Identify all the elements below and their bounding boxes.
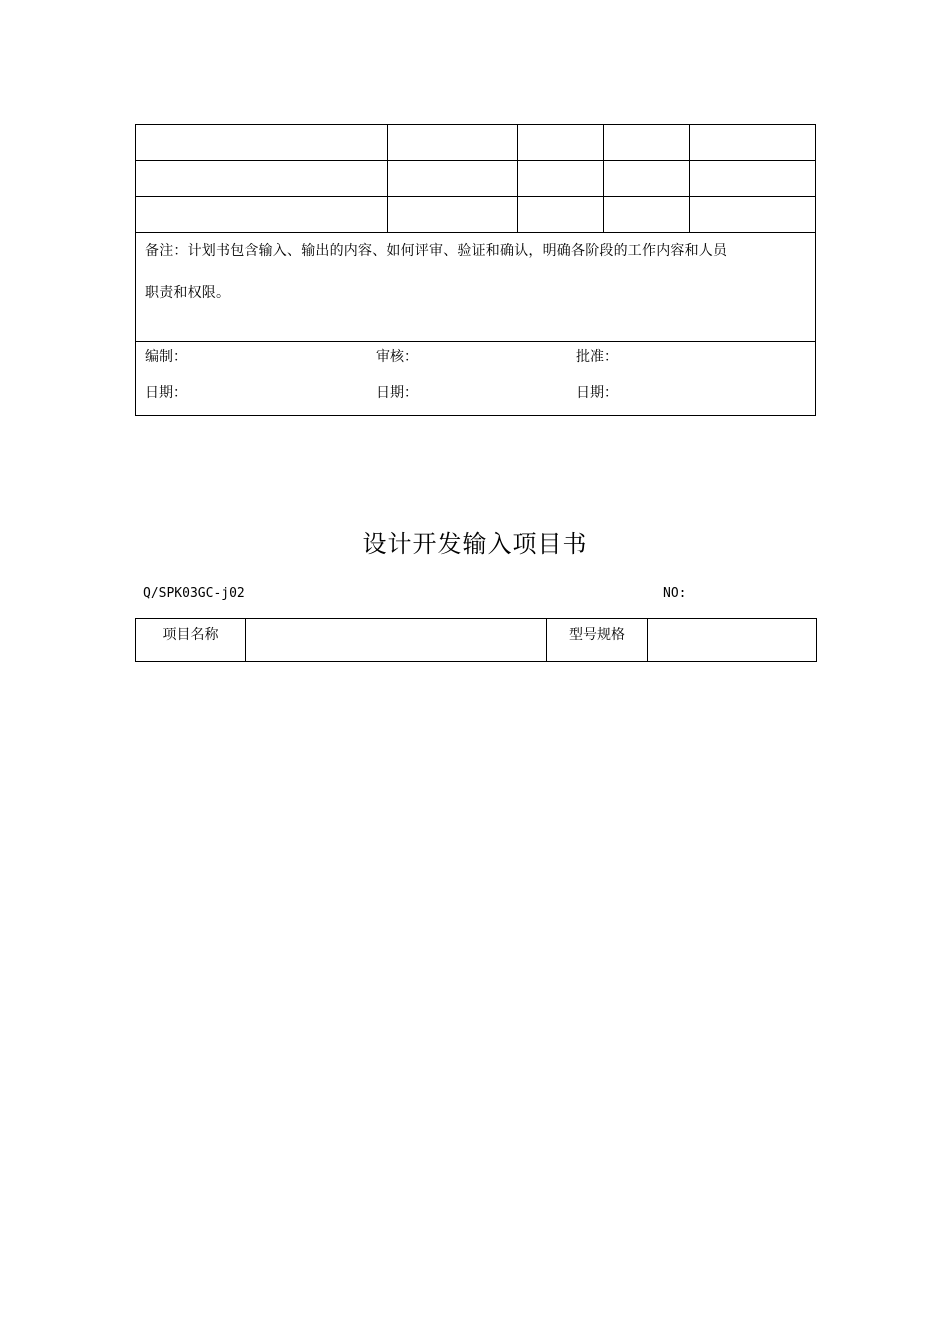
signoff-box: [135, 341, 816, 416]
reviewed-date-label: 日期：: [376, 385, 418, 401]
table-row: [136, 619, 817, 662]
approved-by-label: 批准：: [576, 349, 618, 365]
table-cell[interactable]: [136, 161, 388, 197]
remarks-line: 备注：计划书包含输入、输出的内容、如何评审、验证和确认，明确各阶段的工作内容和人员: [145, 243, 728, 259]
model-spec-field[interactable]: [648, 619, 817, 662]
document-code: Q/SPK03GC-j02: [143, 586, 245, 601]
table-cell[interactable]: [388, 161, 517, 197]
table-cell[interactable]: [517, 161, 603, 197]
table-cell[interactable]: [603, 161, 689, 197]
document-number-label: NO:: [663, 586, 687, 601]
project-name-field[interactable]: [246, 619, 547, 662]
table-cell[interactable]: [388, 125, 517, 161]
prepared-date-label: 日期：: [145, 385, 187, 401]
reviewed-by-label: 审核：: [376, 349, 418, 365]
model-spec-label: 型号规格: [547, 619, 648, 662]
prepared-by-label: 编制：: [145, 349, 187, 365]
project-name-label: 项目名称: [136, 619, 246, 662]
remarks-text: [145, 230, 810, 314]
table-row: [136, 161, 816, 197]
table-row: [136, 125, 816, 161]
project-info-table: [135, 618, 817, 662]
page-title: 设计开发输入项目书: [362, 530, 588, 558]
table-cell[interactable]: [689, 125, 815, 161]
remarks-line: 职责和权限。: [145, 285, 231, 301]
remarks-box: [135, 226, 816, 342]
table-cell[interactable]: [603, 125, 689, 161]
approved-date-label: 日期：: [576, 385, 618, 401]
table-cell[interactable]: [689, 161, 815, 197]
table-cell[interactable]: [517, 125, 603, 161]
table-cell[interactable]: [136, 125, 388, 161]
plan-grid-table: [135, 124, 816, 233]
